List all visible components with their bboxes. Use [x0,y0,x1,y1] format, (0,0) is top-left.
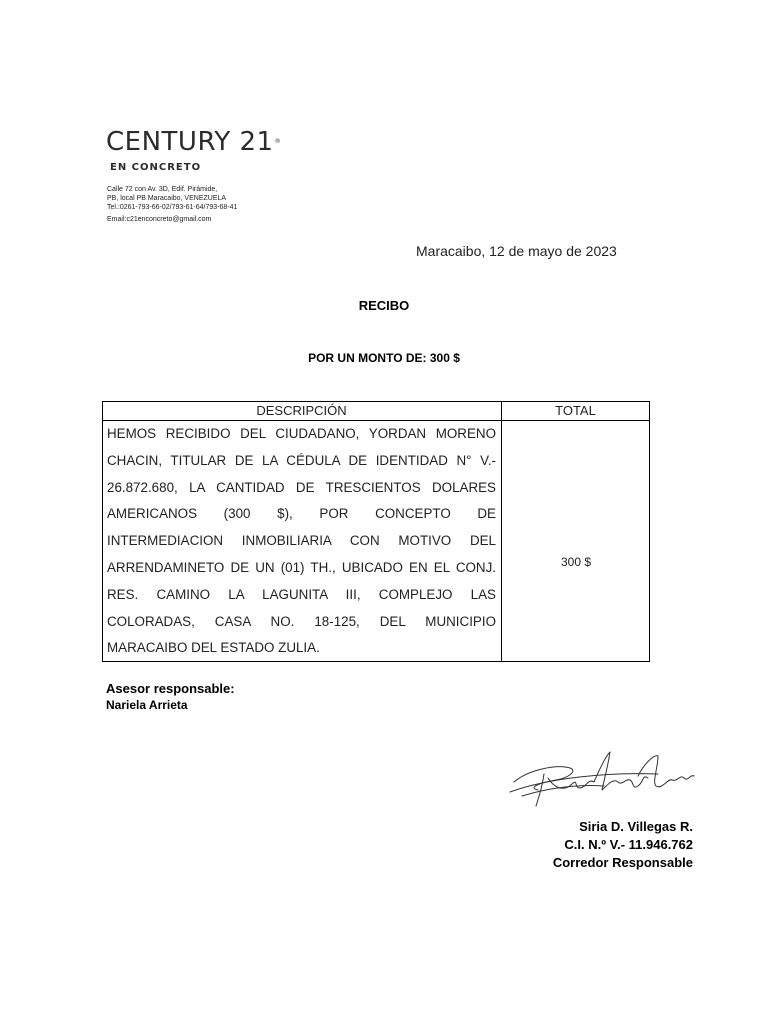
table-column-divider [501,401,502,662]
signer-name: Siria D. Villegas R. [579,819,693,834]
brand-name: CENTURY 21 [106,127,274,157]
table-header-description: DESCRIPCIÓN [256,403,347,418]
signer-role: Corredor Responsable [552,855,693,870]
advisor-name: Nariela Arrieta [106,698,188,712]
amount-line: POR UN MONTO DE: 300 $ [308,351,460,365]
signer-id: C.I. N.º V.- 11.946.762 [564,837,693,852]
brand-registered-mark: ® [274,138,282,145]
email-line: Email:c21enconcreto@gmail.com [107,216,212,223]
brand-logo [106,126,281,158]
address-line-1: Calle 72 con Av. 3D, Edif. Pirámide, [107,186,218,193]
date-line: Maracaibo, 12 de mayo de 2023 [416,243,617,259]
advisor-label: Asesor responsable: [106,681,235,696]
office-name: EN CONCRETO [110,162,202,173]
handwritten-signature [508,748,698,818]
table-header-total: TOTAL [555,403,596,418]
address-line-2: PB, local PB Maracaibo, VENEZUELA [107,195,227,202]
table-cell-total: 300 $ [560,555,592,569]
table-cell-description: HEMOS RECIBIDO DEL CIUDADANO, YORDAN MORENO CHACIN, TITULAR DE LA CÉDULA DE IDENTIDAD N° V.- 26.872.680, LA CANTIDAD DE TRESCIENTOS DOLARES AMERICANOS (300 $), POR CONCEPTO DE INTERMEDIACION INMOBILIARIA CON MOTIVO DEL ARRENDAMINETO DE UN (01) TH., UBICADO EN EL CONJ. RES. CAMINO LA LAGUNITA III, COMPLEJO LAS COLORADAS, CASA NO. 18-125, DEL MUNICIPIO MARACAIBO DEL ESTADO ZULIA. [107,426,496,656]
document-title: RECIBO [358,298,410,313]
address-line-3: Tel.:0261-793-66-02/793-61-64/793-68-41 [107,204,238,211]
